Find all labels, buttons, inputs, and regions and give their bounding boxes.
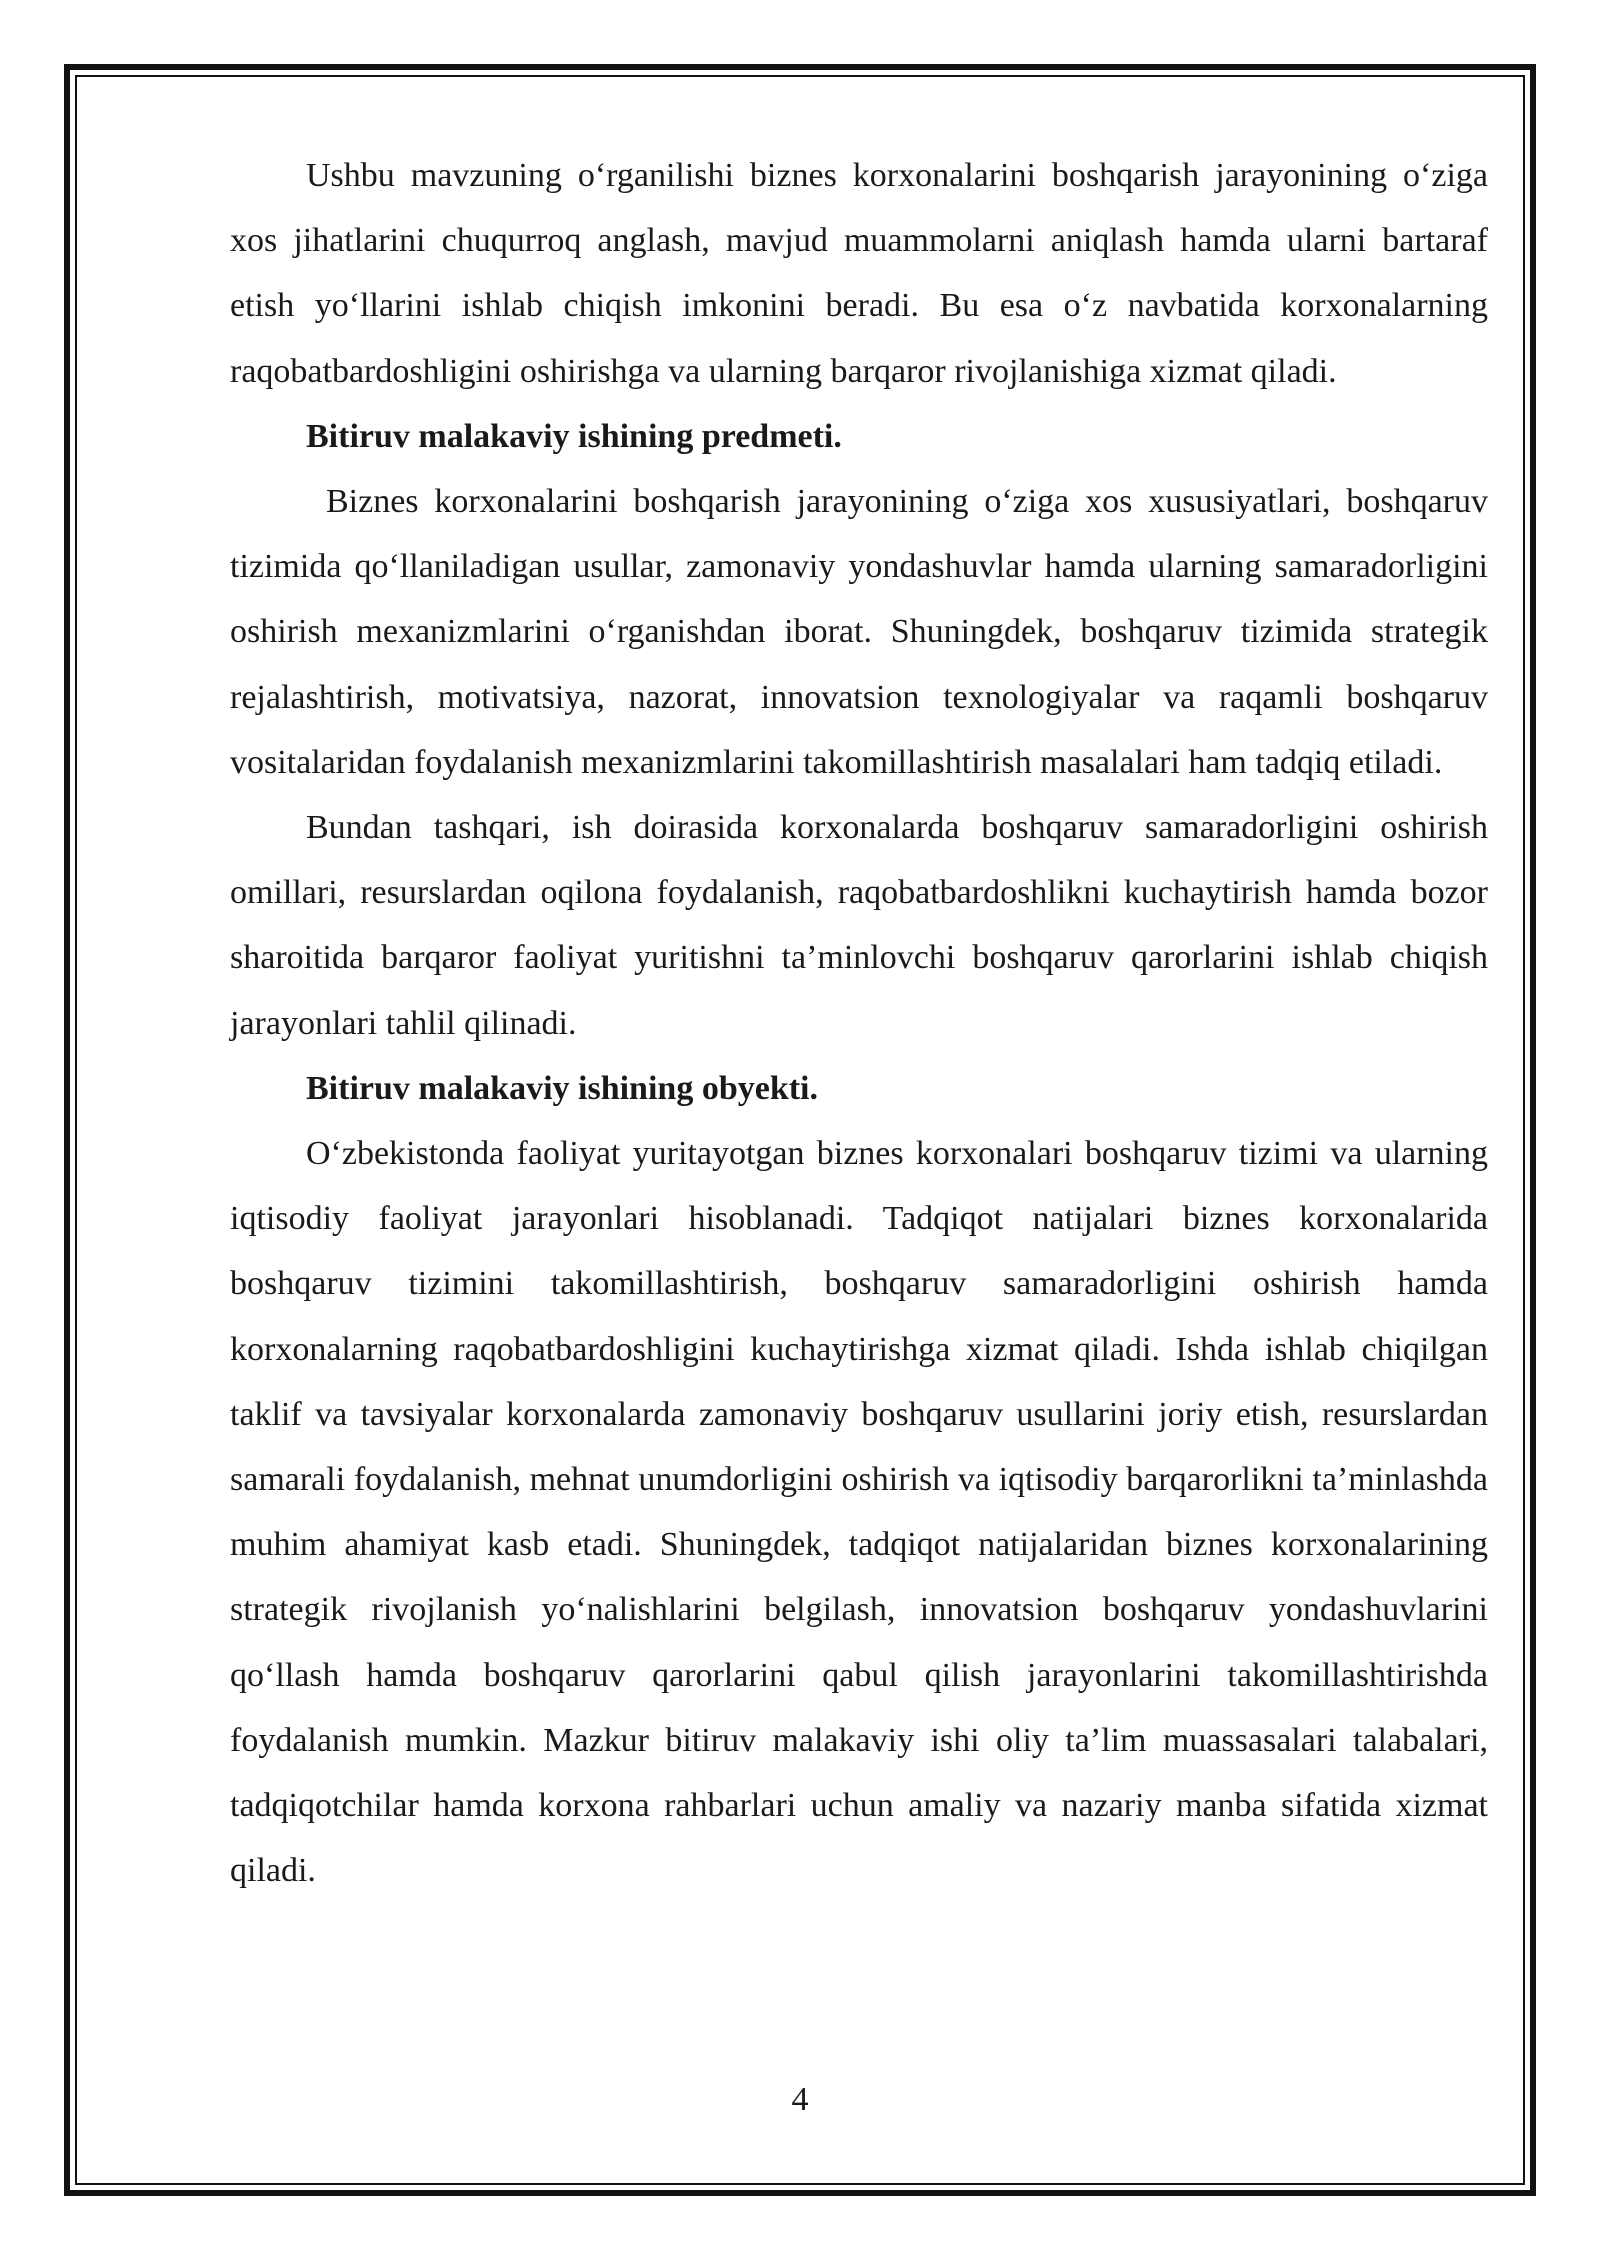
heading-subject: Bitiruv malakaviy ishining predmeti. [306,417,842,455]
heading-object: Bitiruv malakaviy ishining obyekti. [306,1069,818,1107]
paragraph-subject: Biznes korxonalarini boshqarish jarayonining o‘ziga xos xususiyatlari, boshqaruv tizimida qo‘llaniladigan usullar, zamonaviy yondashuvlar hamda ularning samaradorligini oshirish mexanizmlarini o‘rganishdan iborat. Shuningdek, boshqaruv tizimida strategik rejalashtirish, motivatsiya, nazorat, innovatsion texnologiyalar va raqamli boshqaruv vositalaridan foydalanish mexanizmlarini takomillashtirish masalalari ham tadqiq etiladi. [230,483,1488,781]
paragraph-additional: Bundan tashqari, ish doirasida korxonalarda boshqaruv samaradorligini oshirish omillari, resurslardan oqilona foydalanish, raqobatbardoshlikni kuchaytirish hamda bozor sharoitida barqaror faoliyat yuritishni ta’minlovchi boshqaruv qarorlarini ishlab chiqish jarayonlari tahlil qilinadi. [230,809,1488,1042]
paragraph-object: O‘zbekistonda faoliyat yuritayotgan biznes korxonalari boshqaruv tizimi va ularning iqtisodiy faoliyat jarayonlari hisoblanadi. Tadqiqot natijalari biznes korxonalarida boshqaruv tizimini takomillashtirish, boshqaruv samaradorligini oshirish hamda korxonalarning raqobatbardoshligini kuchaytirishga xizmat qiladi. Ishda ishlab chiqilgan taklif va tavsiyalar korxonalarda zamonaviy boshqaruv usullarini joriy etish, resurslardan samarali foydalanish, mehnat unumdorligini oshirish va iqtisodiy barqarorlikni ta’minlashda muhim ahamiyat kasb etadi. Shuningdek, tadqiqot natijalaridan biznes korxonalarining strategik rivojlanish yo‘nalishlarini belgilash, innovatsion boshqaruv yondashuvlarini qo‘llash hamda boshqaruv qarorlarini qabul qilish jarayonlarini takomillashtirishda foydalanish mumkin. Mazkur bitiruv malakaviy ishi oliy ta’lim muassasalari talabalari, tadqiqotchilar hamda korxona rahbarlari uchun amaliy va nazariy manba sifatida xizmat qiladi. [230,1135,1488,1890]
page-number: 4 [791,2081,809,2118]
paragraph-intro: Ushbu mavzuning o‘rganilishi biznes korxonalarini boshqarish jarayonining o‘ziga xos jihatlarini chuqurroq anglash, mavjud muammolarni aniqlash hamda ularni bartaraf etish yo‘llarini ishlab chiqish imkonini beradi. Bu esa o‘z navbatida korxonalarning raqobatbardoshligini oshirishga va ularning barqaror rivojlanishiga xizmat qiladi. [230,157,1488,390]
document-body [230,143,1488,1903]
